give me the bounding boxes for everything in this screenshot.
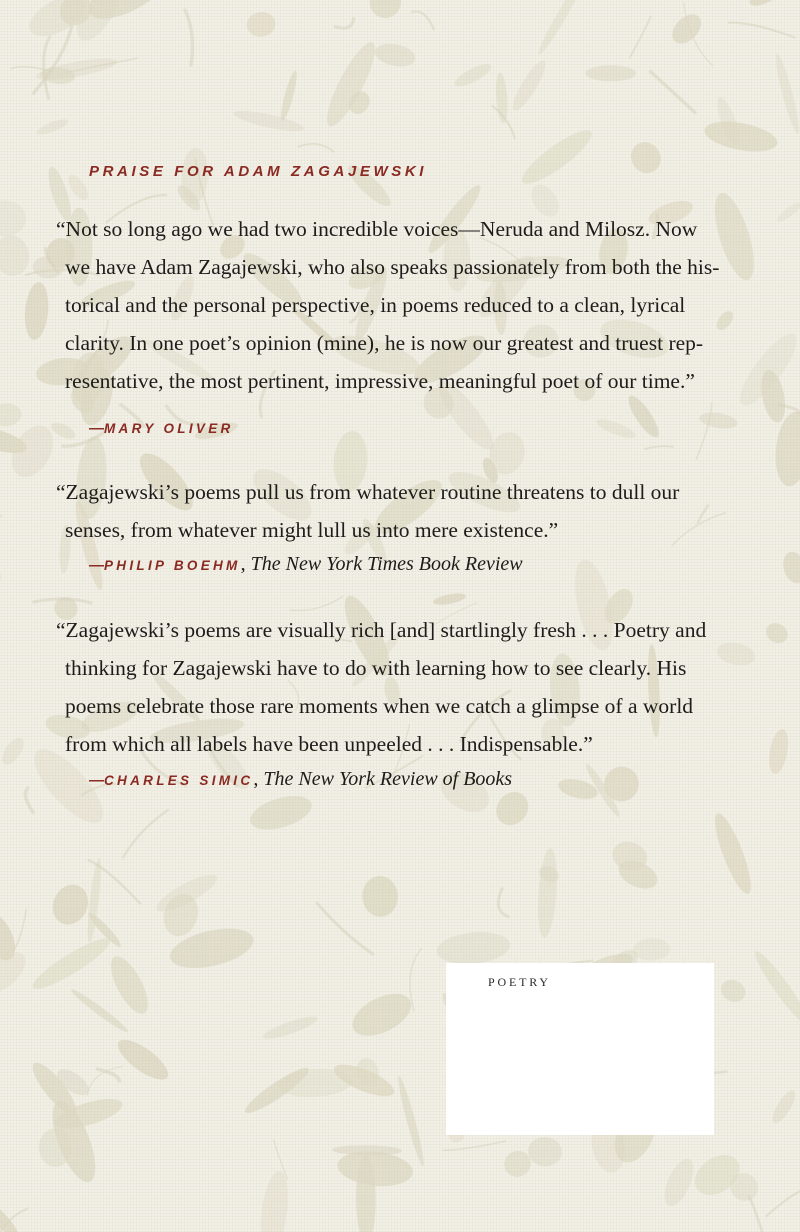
attribution-separator: , (253, 768, 264, 790)
attribution-dash: — (89, 420, 104, 437)
attribution-dash: — (89, 772, 104, 789)
attribution-charles-simic (89, 768, 512, 791)
quote-line: senses, from whatever might lull us into mere existence.” (65, 518, 559, 542)
quote-mary-oliver (56, 210, 746, 400)
quote-line: we have Adam Zagajewski, who also speaks passionately from both the his- (65, 255, 720, 279)
attribution-name: MARY OLIVER (104, 421, 234, 436)
quote-charles-simic (56, 611, 746, 763)
quote-line: thinking for Zagajewski have to do with learning how to see clearly. His (65, 656, 687, 680)
quote-line: resentative, the most pertinent, impressive, meaningful poet of our time.” (65, 369, 695, 393)
quote-line: “Not so long ago we had two incredible voices—Neruda and Milosz. Now (56, 217, 698, 241)
quote-line: “Zagajewski’s poems pull us from whatever routine threatens to dull our (56, 480, 680, 504)
quote-line: “Zagajewski’s poems are visually rich [and] startlingly fresh . . . Poetry and (56, 618, 707, 642)
category-label: POETRY (488, 975, 551, 989)
quote-line: clarity. In one poet’s opinion (mine), he is now our greatest and truest rep- (65, 331, 704, 355)
attribution-name: CHARLES SIMIC (104, 773, 254, 788)
attribution-source: The New York Review of Books (263, 768, 513, 790)
attribution-mary-oliver (89, 416, 234, 439)
attribution-separator: , (240, 553, 251, 575)
attribution-dash: — (89, 557, 104, 574)
praise-heading: PRAISE FOR ADAM ZAGAJEWSKI (89, 163, 428, 180)
quote-line: torical and the personal perspective, in poems reduced to a clean, lyrical (65, 293, 686, 317)
quote-philip-boehm (56, 473, 746, 549)
category-label-box (446, 963, 714, 1135)
attribution-name: PHILIP BOEHM (104, 558, 241, 573)
quote-line: poems celebrate those rare moments when we catch a glimpse of a world (65, 694, 694, 718)
attribution-philip-boehm (89, 553, 523, 576)
quote-line: from which all labels have been unpeeled . . . Indispensable.” (65, 732, 593, 756)
attribution-source: The New York Times Book Review (250, 553, 523, 575)
